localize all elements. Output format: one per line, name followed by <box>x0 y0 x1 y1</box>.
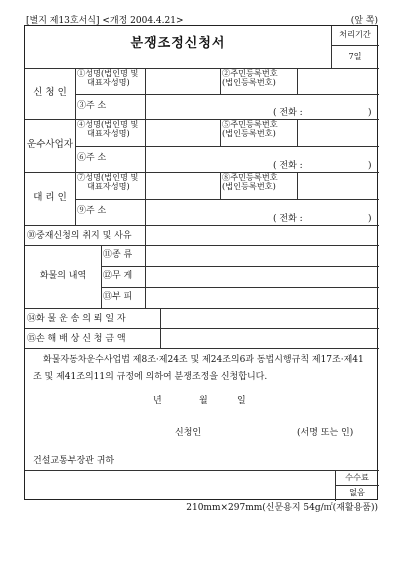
processing-period-value: 7일 <box>348 51 362 61</box>
carrier-section-label: 운수사업자 <box>27 139 73 150</box>
cargo-type-label: ⑪종 류 <box>103 250 133 260</box>
applicant-name-label: ①성명(법인명 및 <box>77 68 139 78</box>
applicant-address-label: ③주 소 <box>77 101 107 111</box>
agent-phone-label: ( 전화 : <box>273 214 303 224</box>
agent-name-label-2: 대표자성명) <box>87 181 130 191</box>
agent-reg-label-2: (법인등록번호) <box>222 181 276 191</box>
paper-spec: 210mm×297mm(신문용지 54g/㎡(재활용품)) <box>186 503 378 513</box>
damage-amount-label: ⑮손 해 배 상 신 청 금 액 <box>27 334 126 344</box>
page-side-label: (앞 쪽) <box>350 16 378 26</box>
recipient: 건설교통부장관 귀하 <box>33 456 115 466</box>
application-statement: 화물자동차운수사업법 제8조·제24조 및 제24조의6과 동법시행규칙 제17조·제41조 및 제41조의11의 규정에 의하여 분쟁조정을 신청합니다. <box>33 355 364 382</box>
applicant-name-label-2: 대표자성명) <box>87 77 130 87</box>
carrier-phone-label: ( 전화 : <box>273 161 303 171</box>
purpose-label: ⑩중재신청의 취지 및 사유 <box>27 231 132 241</box>
application-form <box>24 25 378 500</box>
applicant-reg-label: ②주민등록번호 <box>222 68 278 78</box>
fee-value: 없음 <box>349 487 365 497</box>
cargo-weight-label: ⑫무 게 <box>103 271 133 281</box>
fee-label: 수수료 <box>345 472 369 482</box>
consignment-date-label: ⑭화 물 운 송 의 뢰 일 자 <box>27 314 126 324</box>
applicant-phone-close: ) <box>368 108 372 118</box>
form-number: [별지 제13호서식] <개정 2004.4.21> <box>26 16 184 26</box>
date-month-label: 월 <box>199 396 208 406</box>
carrier-name-label-2: 대표자성명) <box>87 128 130 138</box>
processing-period-label: 처리기간 <box>339 29 371 39</box>
cargo-section-label: 화물의 내역 <box>39 271 87 281</box>
signature-label: 신청인 <box>175 428 202 438</box>
applicant-section-label: 신 청 인 <box>33 87 67 98</box>
applicant-phone-label: ( 전화 : <box>273 108 303 118</box>
agent-section-label: 대 리 인 <box>33 192 67 203</box>
agent-reg-label: ⑧주민등록번호 <box>222 172 278 182</box>
carrier-reg-label: ⑤주민등록번호 <box>222 119 278 129</box>
applicant-reg-label-2: (법인등록번호) <box>222 77 276 87</box>
carrier-name-label: ④성명(법인명 및 <box>77 119 139 129</box>
date-year-label: 년 <box>153 396 162 406</box>
agent-phone-close: ) <box>368 214 372 224</box>
carrier-phone-close: ) <box>368 161 372 171</box>
cargo-volume-label: ⑬부 피 <box>103 292 133 302</box>
carrier-address-label: ⑥주 소 <box>77 153 107 163</box>
form-title: 분쟁조정신청서 <box>130 36 226 51</box>
agent-address-label: ⑨주 소 <box>77 206 107 216</box>
date-day-label: 일 <box>237 396 246 406</box>
carrier-reg-label-2: (법인등록번호) <box>222 128 276 138</box>
agent-name-label: ⑦성명(법인명 및 <box>77 172 139 182</box>
signature-sign: (서명 또는 인) <box>297 428 354 438</box>
